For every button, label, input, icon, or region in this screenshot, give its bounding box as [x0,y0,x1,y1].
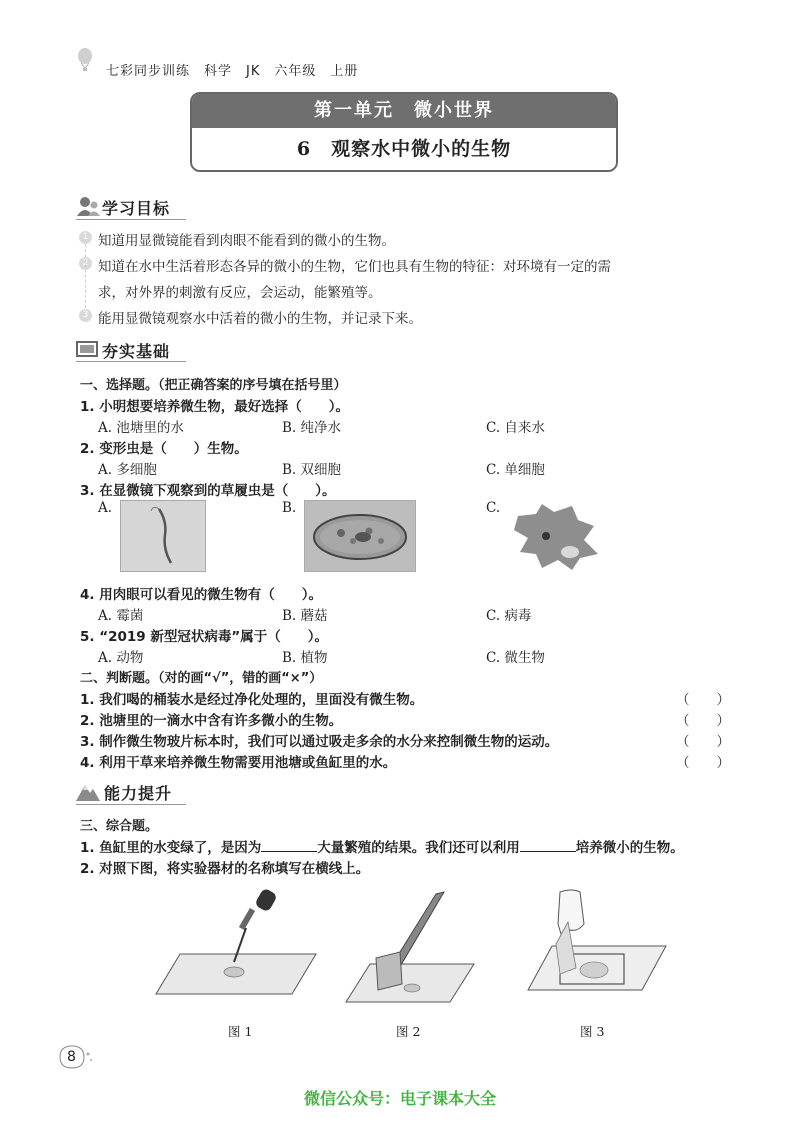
unit-title: 第一单元 微小世界 [192,94,616,128]
comp-1-blank-1[interactable] [261,839,317,852]
comp-1-part-c: 培养微小的生物。 [575,840,684,856]
figure-2-label: 图 2 [396,1024,421,1039]
comp-1-blank-2[interactable] [520,839,576,852]
book-icon [76,340,98,358]
comp-1-part-a: 1. 鱼缸里的水变绿了，是因为 [80,840,262,856]
goal-number-2: 2 [79,257,92,270]
balloon-icon [76,48,94,72]
goal-2: 知道在水中生活着形态各异的微小的生物，它们也具有生物的特征：对环境有一定的需 [98,259,611,275]
judge-4-blank[interactable]: （ ） [676,755,730,771]
judge-4: 4. 利用干草来培养微生物需要用池塘或鱼缸里的水。 [80,755,397,771]
judge-2-blank[interactable]: （ ） [676,713,730,729]
basics-title: 夯实基础 [102,342,171,361]
judge-2: 2. 池塘里的一滴水中含有许多微小的生物。 [80,713,343,729]
q5-option-c: C. 微生物 [486,650,545,666]
q2-option-b: B. 双细胞 [282,462,342,478]
goal-3: 能用显微镜观察水中活着的微小的生物，并记录下来。 [98,311,422,327]
q3-option-b: B. [282,500,297,516]
q4-option-a: A. 霉菌 [98,608,144,624]
paramecium-image [304,500,416,572]
cover-slip-figure [340,884,480,1014]
page-number: 8 [67,1049,76,1065]
q1-option-b: B. 纯净水 [282,420,342,436]
goal-number-1: 1 [79,231,92,244]
section-1-heading: 一、选择题。（把正确答案的序号填在括号里） [80,378,347,393]
judge-1: 1. 我们喝的桶装水是经过净化处理的，里面没有微生物。 [80,692,424,708]
q4: 4. 用肉眼可以看见的微生物有（ ）。 [80,587,322,603]
q1-option-a: A. 池塘里的水 [98,420,184,436]
footer-watermark: 微信公众号：电子课本大全 [303,1089,496,1108]
q3-option-a: A. [98,500,113,516]
goal-connector [85,244,87,308]
q2-option-a: A. 多细胞 [98,462,157,478]
ability-underline [76,804,186,805]
lesson-title: 6 观察水中微小的生物 [192,128,616,170]
people-icon [76,196,100,216]
section-2-heading: 二、判断题。（对的画“√”，错的画“×”） [80,671,323,686]
q1-option-c: C. 自来水 [486,420,545,436]
q5-option-a: A. 动物 [98,650,144,666]
mountain-icon [76,781,100,801]
section-3-heading: 三、综合题。 [80,819,159,834]
amoeba-image [506,496,606,576]
comp-1-part-b: 大量繁殖的结果。我们还可以利用 [317,840,520,856]
q2-option-c: C. 单细胞 [486,462,545,478]
q2: 2. 变形虫是（ ）生物。 [80,441,248,457]
goals-title: 学习目标 [102,199,171,218]
figure-3-label: 图 3 [580,1024,605,1039]
figure-1-label: 图 1 [228,1024,253,1039]
judge-3: 3. 制作微生物玻片标本时，我们可以通过吸走多余的水分来控制微生物的运动。 [80,734,559,750]
blotting-figure [520,884,670,1014]
unit-title-box [190,92,618,172]
comp-2: 2. 对照下图，将实验器材的名称填写在横线上。 [80,861,370,877]
euglena-image [120,500,206,572]
q5: 5. “2019 新型冠状病毒”属于（ ）。 [80,629,328,645]
goal-1: 知道用显微镜能看到肉眼不能看到的微小的生物。 [98,233,395,249]
q4-option-c: C. 病毒 [486,608,532,624]
judge-3-blank[interactable]: （ ） [676,734,730,750]
q1: 1. 小明想要培养微生物，最好选择（ ）。 [80,399,349,415]
comp-1 [80,836,684,856]
goal-number-3: 3 [79,309,92,322]
header-text: 七彩同步训练 科学 JK 六年级 上册 [106,64,359,79]
q5-option-b: B. 植物 [282,650,328,666]
dropper-figure [150,884,320,1014]
basics-underline [76,361,186,362]
ability-title: 能力提升 [104,784,173,803]
goal-2-cont: 求，对外界的刺激有反应，会运动，能繁殖等。 [98,285,382,301]
judge-1-blank[interactable]: （ ） [676,692,730,708]
q3-option-c: C. [486,500,501,516]
goals-underline [76,219,186,220]
q4-option-b: B. 蘑菇 [282,608,328,624]
q3: 3. 在显微镜下观察到的草履虫是（ ）。 [80,483,336,499]
